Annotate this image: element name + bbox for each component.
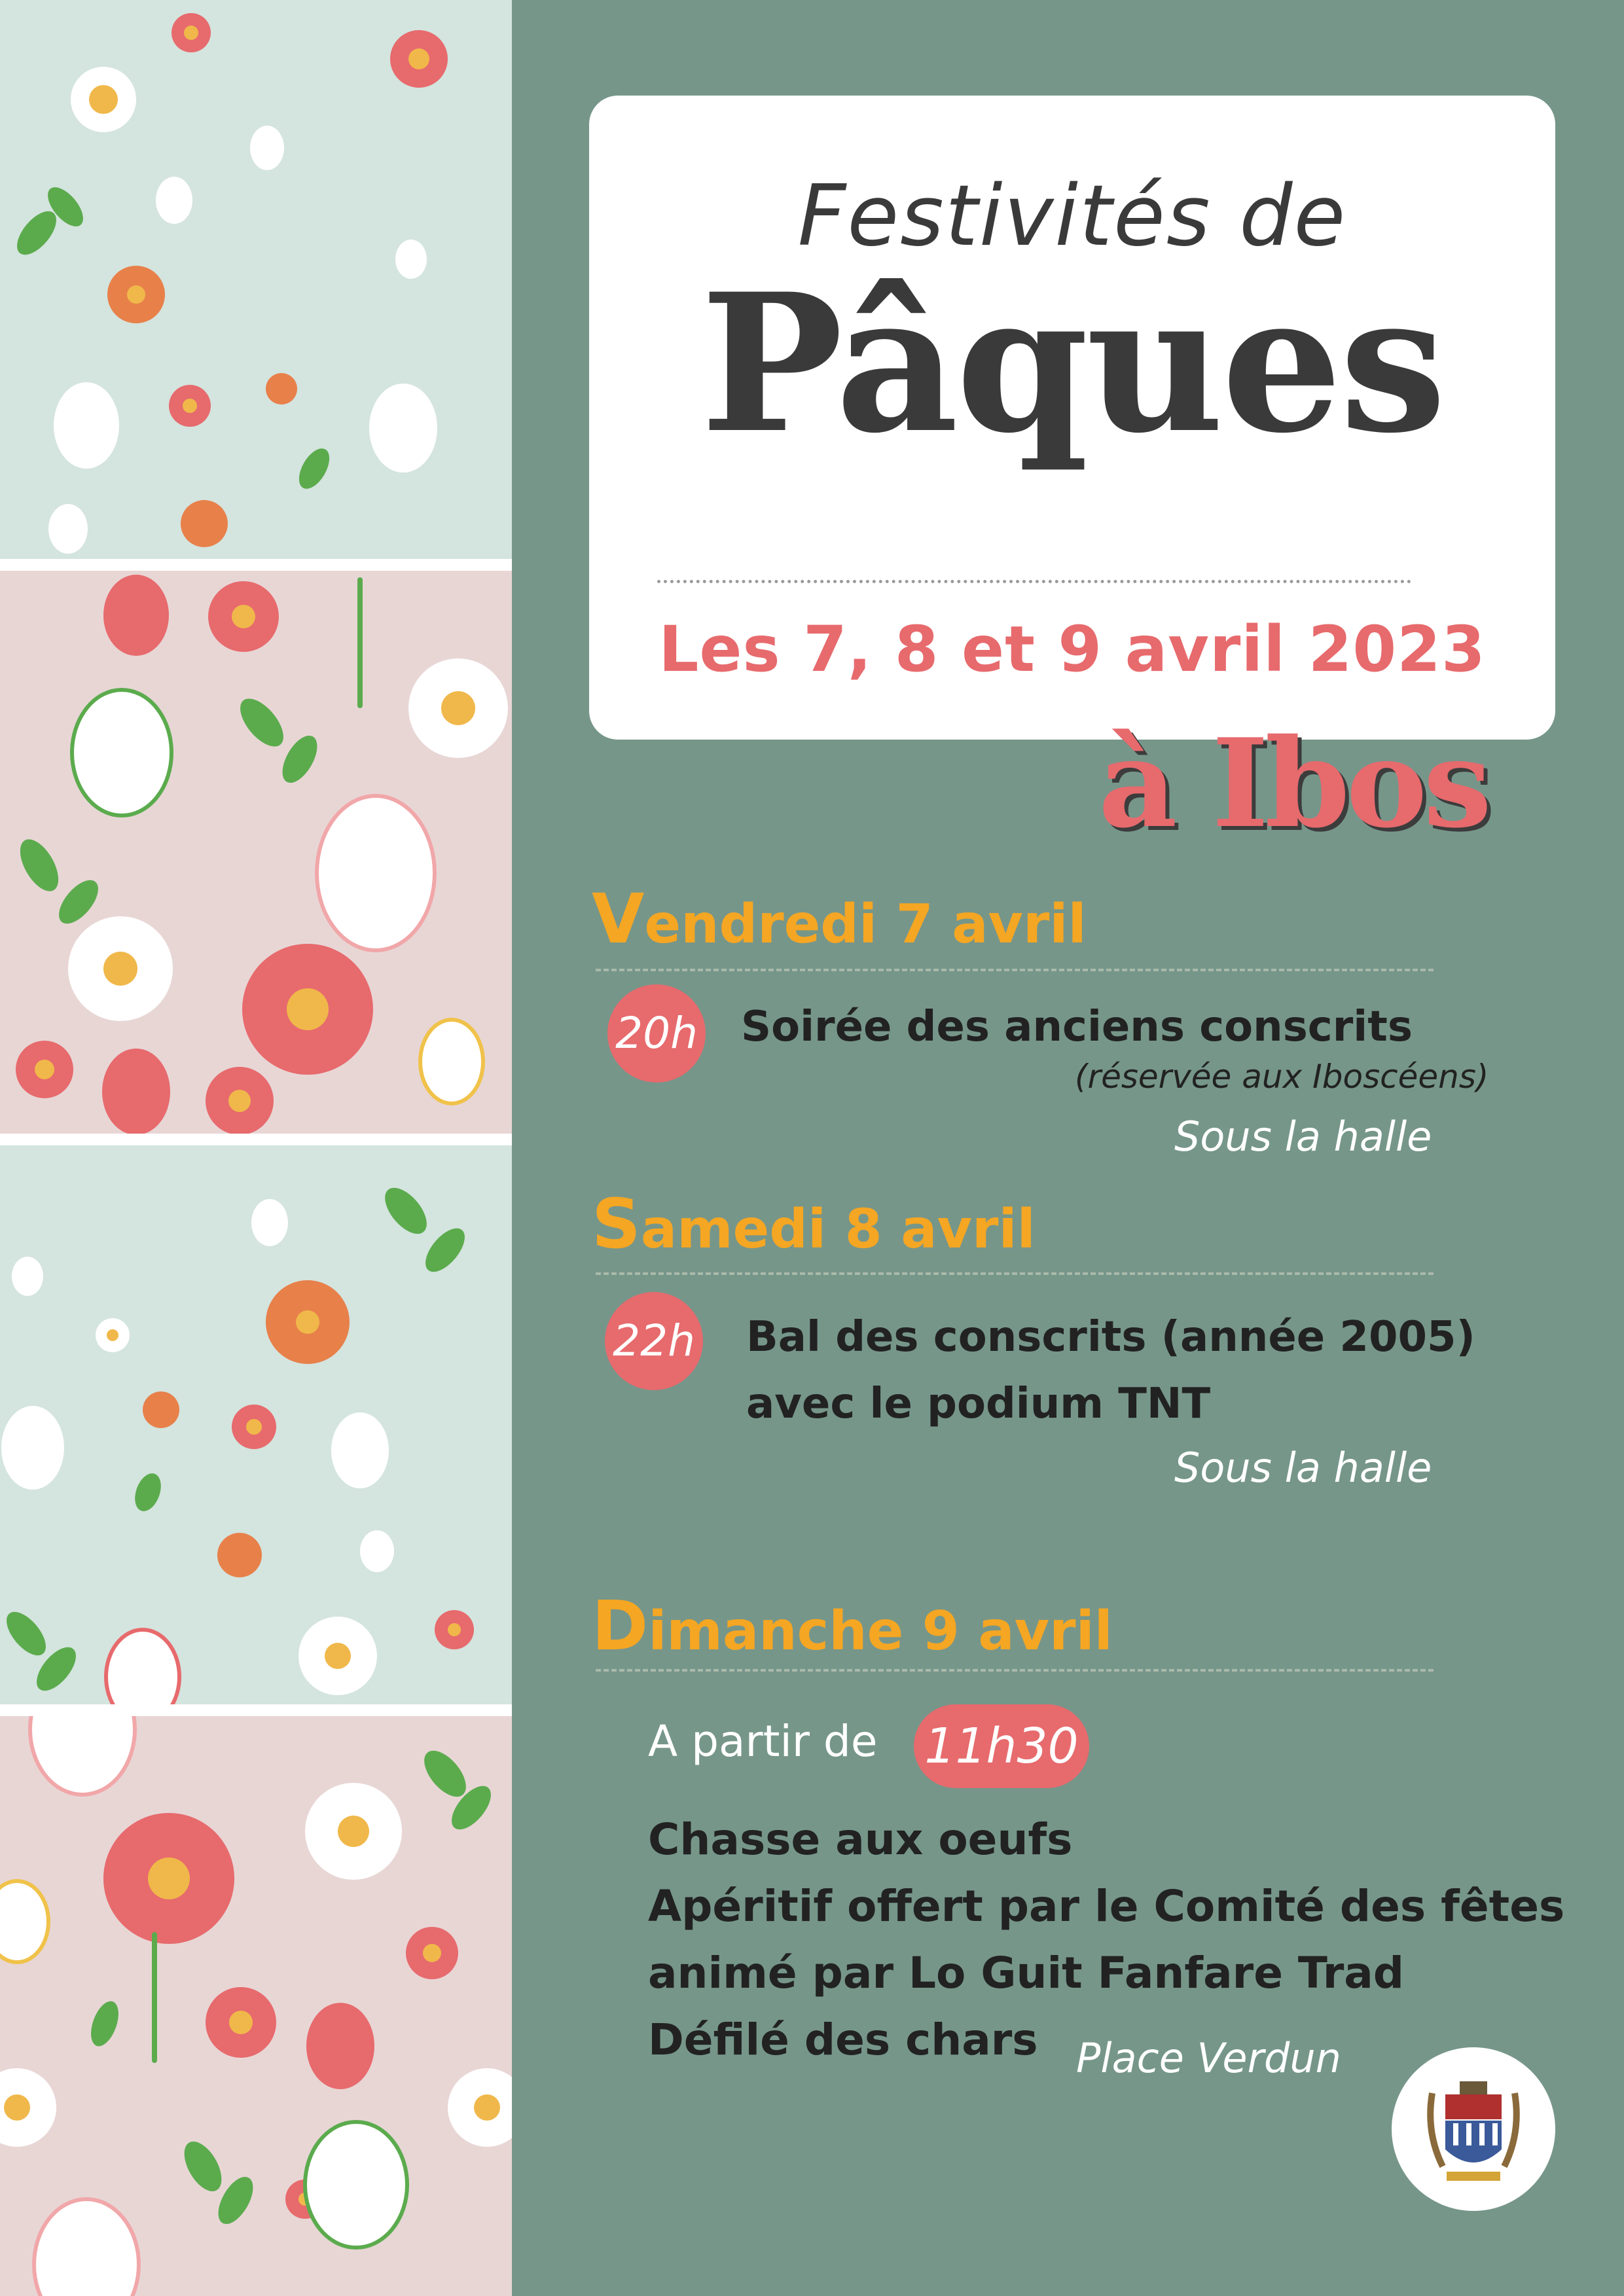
- flower-icon: [266, 1280, 350, 1364]
- egg-icon: [317, 796, 435, 950]
- program-line: Chasse aux oeufs: [648, 1814, 1073, 1865]
- egg-icon: [1, 1406, 64, 1490]
- egg-icon: [30, 1716, 135, 1795]
- program-line: animé par Lo Guit Fanfare Trad: [648, 1948, 1405, 1998]
- pattern-panel-top: [0, 0, 512, 559]
- title-card: [589, 96, 1555, 740]
- event-note: (réservée aux Iboscéens): [1075, 1058, 1489, 1096]
- pattern-divider: [0, 1704, 512, 1716]
- town-crest-emblem: [1392, 2047, 1555, 2211]
- flower-icon: [171, 13, 211, 52]
- egg-icon: [12, 1257, 43, 1296]
- egg-icon: [0, 1881, 48, 1962]
- event-location: Place Verdun: [1076, 2034, 1341, 2082]
- title-line-2: Pâques: [700, 253, 1444, 475]
- flower-icon: [208, 581, 279, 652]
- day-rest: imanche 9 avril: [648, 1600, 1113, 1662]
- egg-icon: [306, 2003, 374, 2089]
- day-initial: D: [592, 1586, 649, 1666]
- day-initial: V: [592, 879, 645, 959]
- flower-icon: [266, 373, 297, 404]
- event-dates: Les 7, 8 et 9 avril 2023: [659, 613, 1486, 686]
- program-line: Défilé des chars: [648, 2015, 1038, 2065]
- egg-icon: [395, 240, 427, 279]
- event-title: Soirée des anciens conscrits: [741, 1003, 1413, 1051]
- egg-icon: [54, 382, 119, 469]
- flower-icon: [206, 1067, 274, 1134]
- day-rest: amedi 8 avril: [640, 1198, 1036, 1261]
- daisy-icon: [96, 1318, 130, 1352]
- daisy-icon: [305, 1783, 402, 1880]
- event-place: à Ibos: [1098, 711, 1489, 855]
- egg-icon: [102, 1049, 170, 1134]
- flower-icon: [390, 30, 448, 88]
- egg-icon: [305, 2122, 407, 2248]
- leaf-branch-icon: [86, 1744, 498, 2230]
- title-dotted-divider: [657, 580, 1411, 583]
- event-title-line-1: Bal des conscrits (année 2005): [746, 1313, 1475, 1361]
- time-badge: 20h: [607, 984, 706, 1083]
- time-badge: 11h30: [914, 1704, 1089, 1788]
- event-location: Sous la halle: [1174, 1113, 1432, 1160]
- egg-icon: [331, 1412, 389, 1488]
- daisy-icon: [448, 2068, 512, 2147]
- event-location: Sous la halle: [1174, 1444, 1432, 1492]
- flower-icon: [406, 1927, 458, 1979]
- pattern-panel-4: [0, 1716, 512, 2296]
- easter-pattern-icon: [0, 1716, 512, 2296]
- pattern-divider: [0, 1134, 512, 1145]
- easter-pattern-icon: [0, 571, 512, 1134]
- egg-icon: [34, 2199, 139, 2296]
- daisy-icon: [298, 1617, 377, 1695]
- egg-icon: [106, 1630, 179, 1704]
- egg-icon: [250, 126, 284, 170]
- day-divider: [596, 1669, 1434, 1672]
- day-heading-sunday: [592, 1586, 1113, 1666]
- flower-icon: [206, 1987, 276, 2058]
- day-heading-saturday: [592, 1184, 1036, 1264]
- flower-icon: [16, 1041, 73, 1098]
- daisy-icon: [408, 658, 508, 758]
- flower-icon: [143, 1391, 179, 1428]
- title-line-1: Festivités de: [797, 168, 1347, 265]
- pattern-divider: [0, 559, 512, 571]
- event-title-line-2: avec le podium TNT: [746, 1380, 1211, 1428]
- daisy-icon: [71, 67, 136, 132]
- flower-icon: [232, 1405, 276, 1449]
- day-divider: [596, 1272, 1434, 1275]
- flower-icon: [169, 385, 211, 427]
- egg-icon: [72, 690, 171, 816]
- egg-icon: [48, 504, 88, 554]
- egg-icon: [156, 177, 192, 224]
- time-badge: 22h: [605, 1292, 703, 1390]
- start-label: A partir de: [648, 1716, 878, 1767]
- daisy-icon: [0, 2068, 56, 2147]
- leaf-branch-icon: [12, 577, 363, 930]
- town-crest-icon: [1392, 2047, 1555, 2211]
- sunday-program: [648, 1806, 1564, 2073]
- flower-icon: [181, 500, 228, 547]
- day-divider: [596, 969, 1434, 971]
- easter-pattern-icon: [0, 1145, 512, 1704]
- flower-icon: [107, 266, 165, 323]
- egg-icon: [251, 1199, 288, 1246]
- program-line: Apéritif offert par le Comité des fêtes: [648, 1881, 1565, 1931]
- flower-icon: [242, 944, 373, 1075]
- flower-icon: [435, 1610, 474, 1649]
- egg-icon: [360, 1530, 394, 1572]
- daisy-icon: [68, 916, 173, 1021]
- easter-pattern-icon: [0, 0, 512, 559]
- flower-icon: [103, 1813, 234, 1944]
- egg-icon: [420, 1020, 483, 1103]
- day-heading-friday: [592, 879, 1087, 959]
- day-initial: S: [592, 1184, 641, 1264]
- flower-icon: [217, 1533, 262, 1577]
- pattern-panel-2: [0, 571, 512, 1134]
- pattern-panel-3: [0, 1145, 512, 1704]
- day-rest: endredi 7 avril: [644, 893, 1087, 956]
- egg-icon: [103, 575, 169, 656]
- egg-icon: [369, 384, 437, 473]
